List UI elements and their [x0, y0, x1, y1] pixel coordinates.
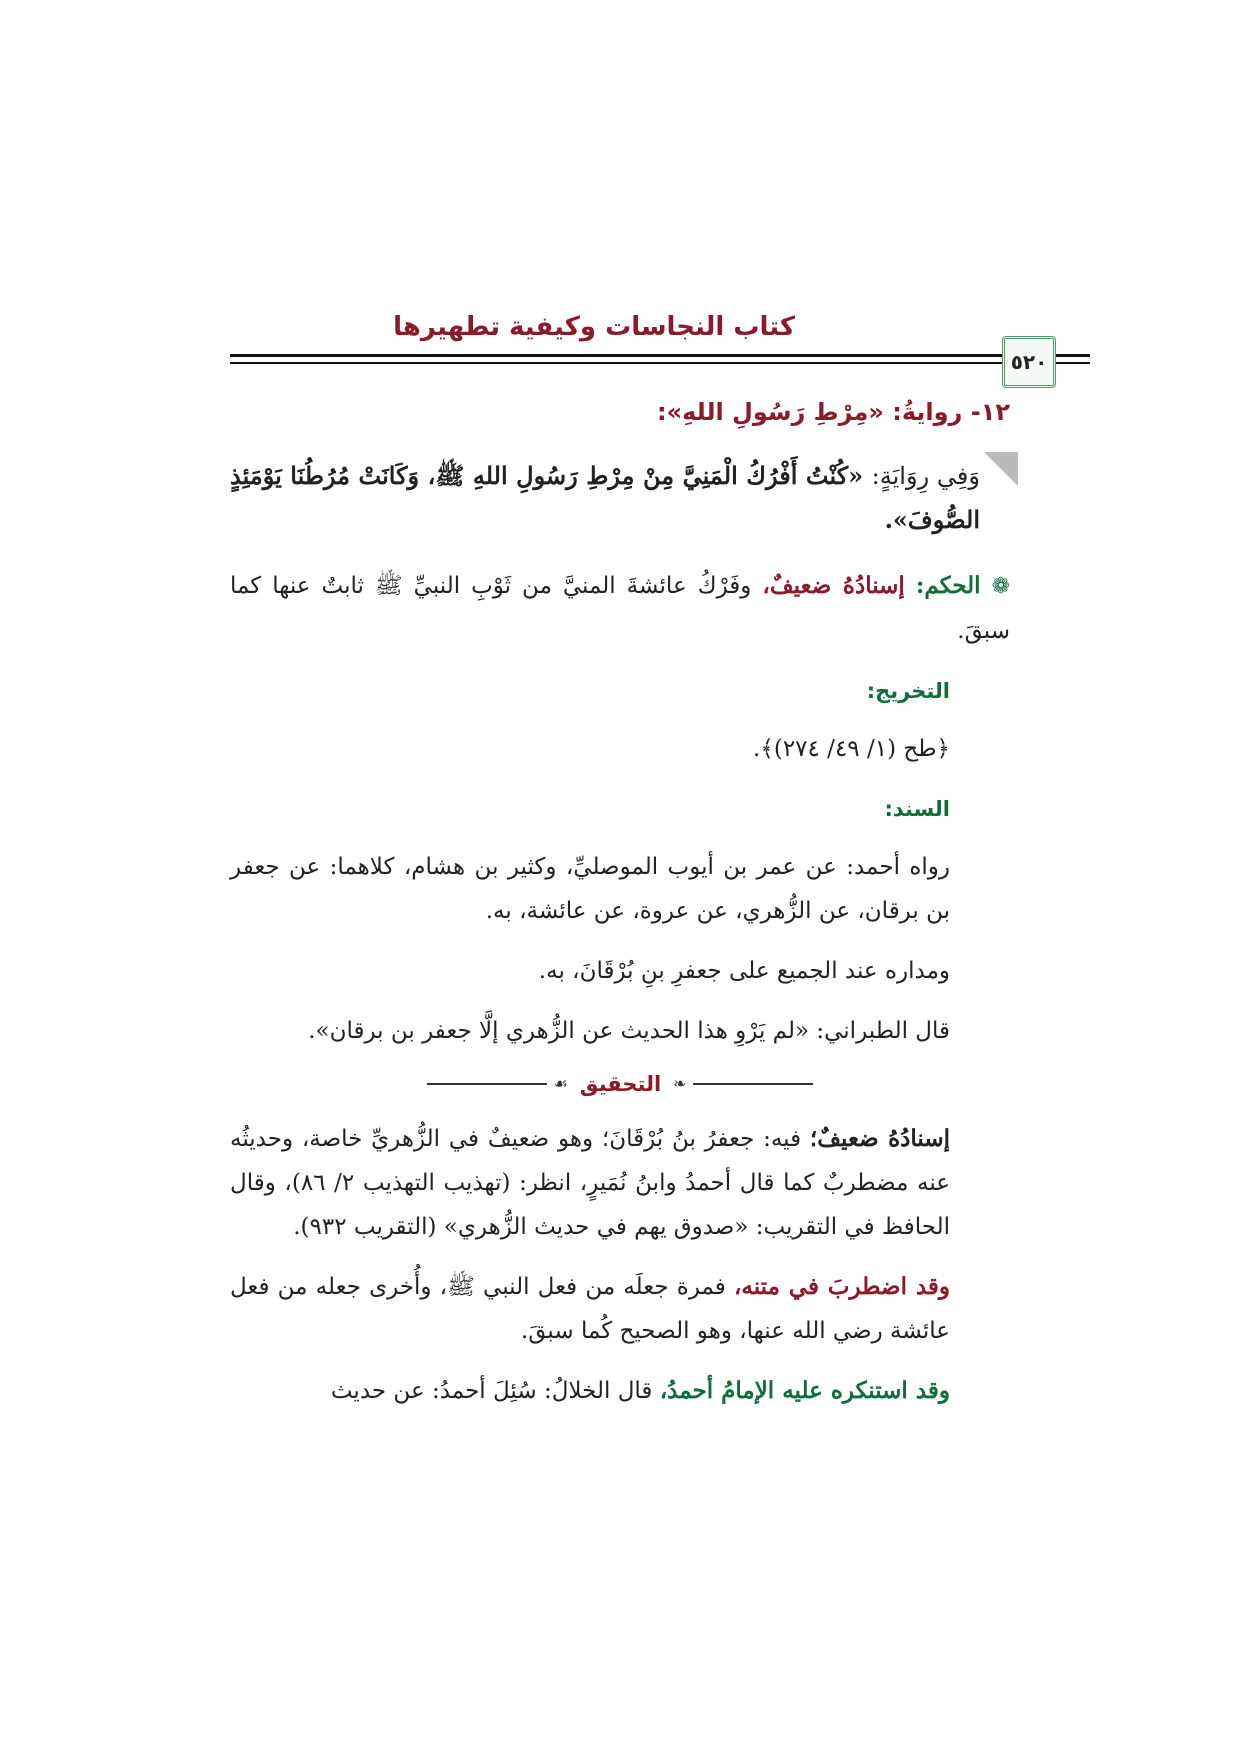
ruling-verdict: إسنادُهُ ضعيفٌ،: [762, 572, 905, 599]
tahqiq-paragraph: [230, 1369, 1010, 1413]
corner-ornament-icon: [984, 452, 1018, 486]
section-divider: [230, 1069, 1010, 1099]
takhrij-label: التخريج:: [866, 679, 950, 703]
quote-text: «كُنْتُ أَفْرُكُ الْمَنِيَّ مِنْ مِرْطِ رَسُولِ اللهِ ﷺ، وَكَانَتْ مُرُطُنَا يَوْمَئِذٍ الصُّوفَ».: [230, 461, 980, 534]
page-body: [230, 390, 1010, 1429]
tahqiq-paragraph: [230, 1265, 1010, 1353]
header-rule: [230, 354, 1005, 357]
section-heading: ١٢- روايةُ: «مِرْطِ رَسُولِ اللهِ»:: [656, 398, 1010, 426]
takhrij-reference: ﴿طح (١/ ٤٩/ ٢٧٤)﴾.: [753, 736, 950, 762]
sanad-paragraph: قال الطبراني: «لم يَرْوِ هذا الحديث عن الزُّهري إلَّا جعفر بن برقان».: [308, 1018, 950, 1044]
header-rule: [230, 362, 1005, 364]
tahqiq-bold: وقد استنكره عليه الإمامُ أحمدُ،: [659, 1377, 950, 1404]
ruling-paragraph: [230, 564, 1010, 653]
sanad-paragraph: رواه أحمد: عن عمر بن أيوب الموصليِّ، وكثير بن هشام، كلاهما: عن جعفر بن برقان، عن الزُّهري، عن عروة، عن عائشة، به.: [230, 854, 950, 924]
tahqiq-paragraph: [230, 1117, 1010, 1249]
hadith-quote: [230, 454, 1010, 542]
divider-ornament-icon: ❧: [673, 1074, 687, 1093]
page-number-badge: ٥٢٠: [1002, 336, 1056, 388]
tahqiq-bold: وقد اضطربَ في متنه،: [733, 1273, 951, 1300]
sanad-paragraph: ومداره عند الجميع على جعفرِ بنِ بُرْقَانَ، به.: [538, 958, 950, 984]
divider-ornament-icon: ☙: [553, 1074, 568, 1093]
tahqiq-text: قال الخلالُ: سُئِلَ أحمدُ: عن حديث: [330, 1378, 653, 1404]
tahqiq-label: التحقيق: [579, 1072, 662, 1096]
tahqiq-bold: إسنادُهُ ضعيفٌ؛: [809, 1125, 950, 1152]
quote-intro: وَفِي رِوَايَةٍ:: [871, 462, 980, 490]
sanad-label: السند:: [884, 797, 950, 821]
running-title: كتاب النجاسات وكيفية تطهيرها: [393, 312, 795, 342]
divider-line: [693, 1083, 813, 1085]
page-header: [230, 312, 1048, 374]
tahqiq-text: فمرة جعلَه من فعل النبي ﷺ، وأُخرى جعله من فعل عائشة رضي الله عنها، وهو الصحيح كُما سبقَ.: [230, 1274, 950, 1344]
ruling-text: وفَرْكُ عائشةَ المنيَّ من ثَوْبِ النبيِّ ﷺ ثابتٌ عنها كما سبقَ.: [230, 573, 1010, 644]
header-rule: [1050, 362, 1090, 364]
tahqiq-text: فيه: جعفرُ بنُ بُرْقَانَ؛ وهو ضعيفٌ في الزُّهريِّ خاصة، وحديثُه عنه مضطربٌ كما قال أحمدُ وابنُ نُمَيرٍ، انظر: (تهذيب التهذيب ٢/ ٨٦)، وقال الحافظ في التقريب: «صدوق يهم في حديث الزُّهري» (التقريب ٩٣٢).: [230, 1126, 950, 1240]
flower-emblem-icon: ❁: [991, 574, 1011, 599]
divider-line: [427, 1083, 547, 1085]
ruling-label: الحكم:: [915, 572, 981, 599]
header-rule: [1050, 354, 1090, 357]
